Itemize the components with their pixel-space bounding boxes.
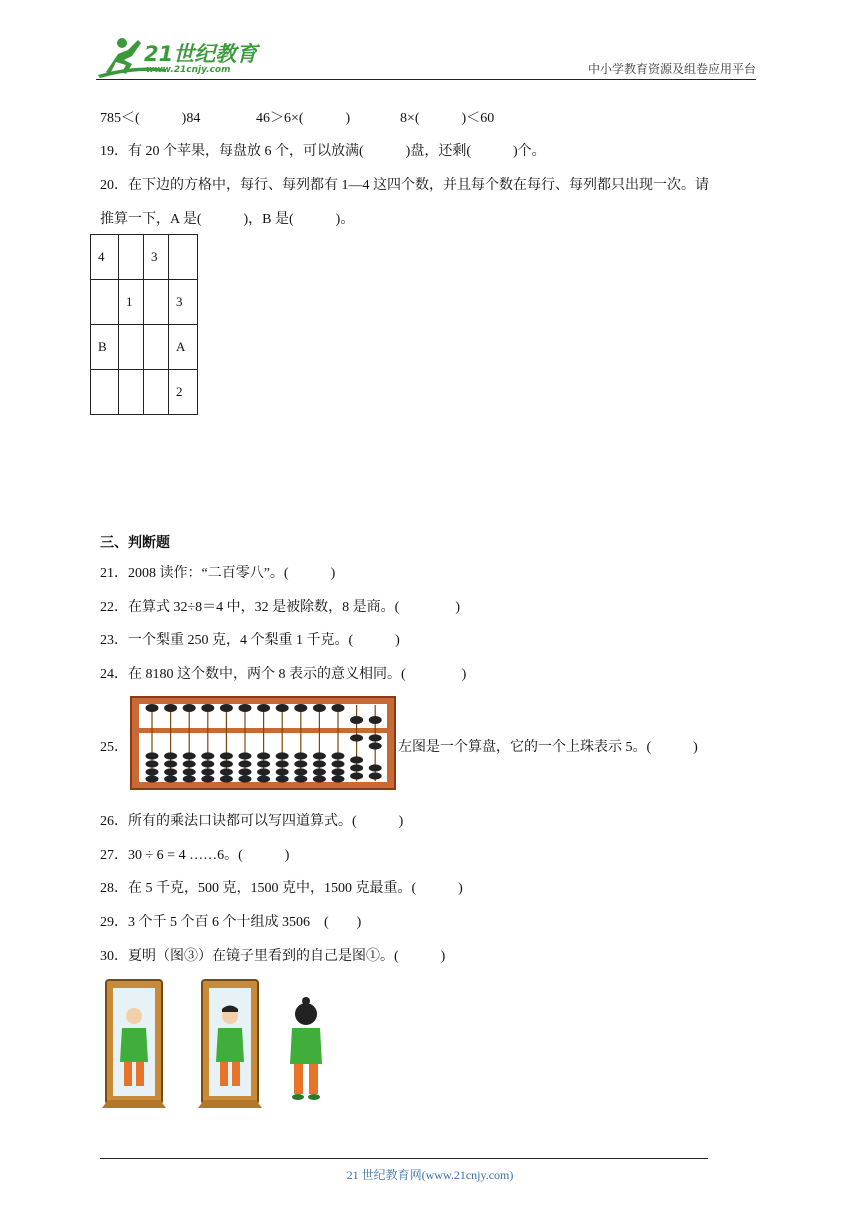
q25-number: 25． — [100, 740, 128, 755]
grid-cell — [119, 235, 144, 280]
grid-cell: 3 — [169, 280, 198, 325]
grid-cell: A — [169, 325, 198, 370]
section-title: 三、判断题 — [100, 536, 170, 551]
logo-url: www.21cnjy.com — [146, 65, 231, 75]
header-platform-text: 中小学教育资源及组卷应用平台 — [587, 62, 756, 76]
q25-text: 左图是一个算盘，它的一个上珠表示 5。( ) — [398, 740, 698, 755]
q22: 22．在算式 32÷8＝4 中，32 是被除数，8 是商。( ) — [100, 600, 461, 615]
grid-cell — [144, 370, 169, 415]
number-grid — [90, 234, 198, 415]
mirror-figure-1-image — [100, 976, 168, 1118]
q27: 27．30 ÷ 6 = 4 ……6。( ) — [100, 848, 290, 863]
q26: 26．所有的乘法口诀都可以写四道算式。( ) — [100, 814, 404, 829]
grid-cell — [119, 370, 144, 415]
q24: 24．在 8180 这个数中，两个 8 表示的意义相同。( ) — [100, 667, 467, 682]
q23: 23．一个梨重 250 克，4 个梨重 1 千克。( ) — [100, 633, 400, 648]
header-divider — [96, 79, 756, 80]
grid-cell: B — [91, 325, 119, 370]
footer-divider — [100, 1158, 708, 1159]
grid-cell — [119, 325, 144, 370]
q19: 19．有 20 个苹果，每盘放 6 个，可以放满( )盘，还剩( )个。 — [100, 144, 546, 159]
grid-cell — [144, 280, 169, 325]
q18-b: 46＞6×( ) — [256, 111, 351, 126]
footer-text: 21 世纪教育网(www.21cnjy.com) — [346, 1168, 514, 1182]
grid-cell: 2 — [169, 370, 198, 415]
grid-cell: 3 — [144, 235, 169, 280]
q20-line1: 20．在下边的方格中，每行、每列都有 1—4 这四个数，并且每个数在每行、每列都只出现一次。请 — [100, 178, 709, 193]
grid-cell: 4 — [91, 235, 119, 280]
grid-cell: 1 — [119, 280, 144, 325]
grid-cell — [169, 235, 198, 280]
q21: 21．2008 读作：“二百零八”。( ) — [100, 566, 336, 581]
logo — [96, 34, 266, 80]
q28: 28．在 5 千克，500 克，1500 克中，1500 克最重。( ) — [100, 881, 463, 896]
abacus-image — [130, 696, 396, 790]
boy-back-view-image — [282, 976, 332, 1118]
grid-cell — [144, 325, 169, 370]
grid-cell — [91, 370, 119, 415]
mirror-figure-2-image — [196, 976, 264, 1118]
q18-c: 8×( )＜60 — [400, 111, 495, 126]
q20-line2: 推算一下，A 是( )，B 是( )。 — [100, 212, 355, 227]
q30: 30．夏明（图③）在镜子里看到的自己是图①。( ) — [100, 949, 446, 964]
grid-cell — [91, 280, 119, 325]
q29: 29．3 个千 5 个百 6 个十组成 3506 ( ) — [100, 915, 362, 930]
q18-a: 785＜( )84 — [100, 111, 201, 126]
logo-text: 21世纪教育 — [144, 42, 258, 66]
